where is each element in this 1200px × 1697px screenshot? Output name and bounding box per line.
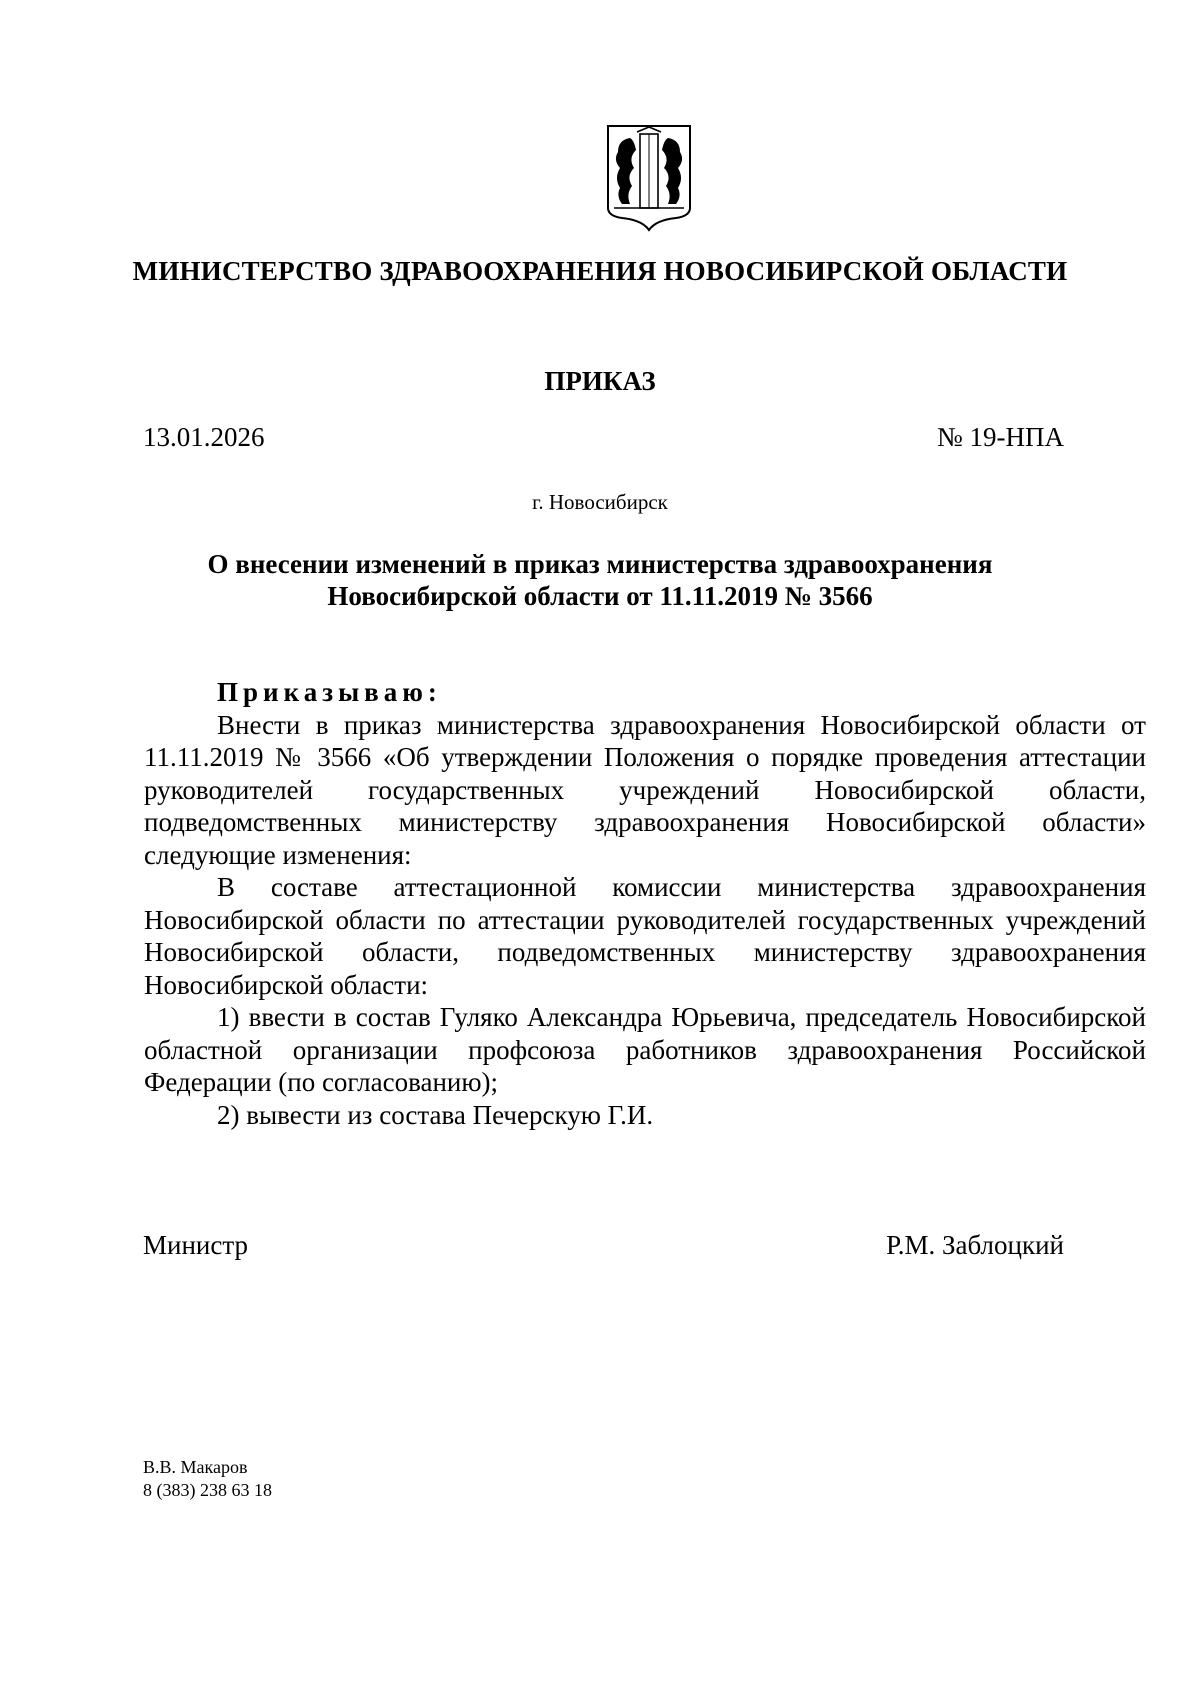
ministry-name: МИНИСТЕРСТВО ЗДРАВООХРАНЕНИЯ НОВОСИБИРСКОЙ ОБЛАСТИ [132, 256, 1068, 286]
list-item-2: 2) вывести из состава Печерскую Г.И. [217, 1099, 654, 1130]
decree-heading: Приказываю: [217, 677, 442, 707]
document-type: ПРИКАЗ [544, 366, 656, 396]
document-number: № 19-НПА [937, 422, 1064, 452]
contact-name: В.В. Макаров [143, 1457, 248, 1477]
list-item-1: 1) ввести в состав Гуляко Александра Юрьевича, председатель Новосибирской областной организации профсоюза работников здравоохранения Российской Федерации (по согласованию); [144, 1002, 1146, 1097]
body-paragraph-2: В составе аттестационной комиссии министерства здравоохранения Новосибирской области по аттестации руководителей государственных учреждений Новосибирской области, подведомственных министерству здравоохранения Новосибирской области: [144, 872, 1146, 1000]
document-city: г. Новосибирск [532, 490, 668, 514]
contact-phone: 8 (383) 238 63 18 [143, 1480, 272, 1500]
contact-block [143, 1456, 272, 1502]
document-date: 13.01.2026 [143, 422, 265, 452]
subject-line-1: О внесении изменений в приказ министерства здравоохранения [207, 549, 993, 579]
subject-line-2: Новосибирской области от 11.11.2019 № 3566 [327, 581, 873, 611]
body-paragraph-1: Внести в приказ министерства здравоохранения Новосибирской области от 11.11.2019 № 3566 «Об утверждении Положения о порядке проведения аттестации руководителей государственных учреждений Новосибирской области, подведомственных министерству здравоохранения Новосибирской области» следующие изменения: [144, 709, 1146, 870]
document-body [144, 676, 1146, 1131]
signatory-title: Министр [143, 1230, 248, 1260]
coat-of-arms-icon [604, 124, 694, 232]
signatory-name: Р.М. Заблоцкий [886, 1230, 1064, 1260]
document-subject [150, 548, 1050, 612]
